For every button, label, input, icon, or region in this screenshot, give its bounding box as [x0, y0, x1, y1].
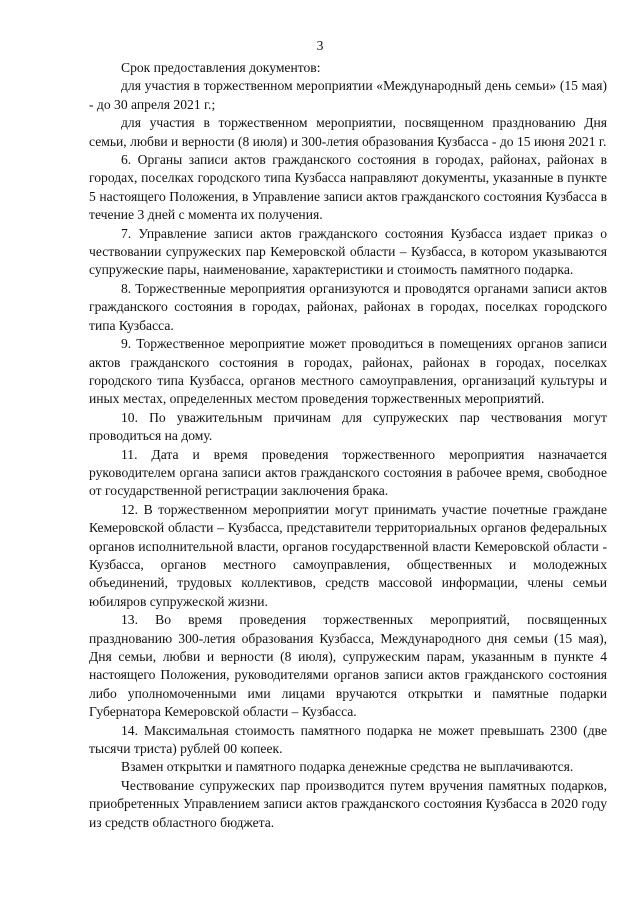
- paragraph-item-14: 14. Максимальная стоимость памятного подарка не может превышать 2300 (две тысячи триста) рублей 00 копеек.: [89, 722, 607, 757]
- paragraph-item-12: 12. В торжественном мероприятии могут принимать участие почетные граждане Кемеровской области – Кузбасса, представители территориальных органов федеральных органов исполнительной власти, органов государственной власти Кемеровской области - Кузбасса, органов местного самоуправления, общественных и молодежных объединений, трудовых коллективов, средств массовой информации, члены семьи юбиляров супружеской жизни.: [89, 501, 607, 609]
- paragraph-item-6: 6. Органы записи актов гражданского состояния в городах, районах, районах в городах, поселках городского типа Кузбасса направляют документы, указанные в пункте 5 настоящего Положения, в Управление записи актов гражданского состояния Кузбасса в течение 3 дней с момента их получения.: [89, 152, 607, 223]
- paragraph-item-7: 7. Управление записи актов гражданского состояния Кузбасса издает приказ о чествовании супружеских пар Кемеровской области – Кузбасса, в котором указываются супружеские пары, наименование, характеристики и стоимость памятного подарка.: [89, 225, 607, 278]
- paragraph-item-8: 8. Торжественные мероприятия организуются и проводятся органами записи актов гражданского состояния в городах, районах, районах в городах, поселках городского типа Кузбасса.: [89, 280, 607, 333]
- document-body: [89, 59, 607, 832]
- paragraph-item-10: 10. По уважительным причинам для супружеских пар чествования могут проводиться на дому.: [89, 409, 607, 444]
- paragraph-item-9: 9. Торжественное мероприятие может проводиться в помещениях органов записи актов гражданского состояния в городах, районах, районах в городах, поселках городского типа Кузбасса, органов местного самоуправления, организаций культуры и иных местах, определенных местом проведения торжественных мероприятий.: [89, 336, 607, 407]
- paragraph-deadline-june: для участия в торжественном мероприятии, посвященном празднованию Дня семьи, любви и верности (8 июля) и 300-летия образования Кузбасса - до 15 июня 2021 г.: [89, 115, 607, 149]
- paragraph-deadline-may: для участия в торжественном мероприятии «Международный день семьи» (15 мая) - до 30 апреля 2021 г.;: [89, 78, 607, 112]
- paragraph-no-cash: Взамен открытки и памятного подарка денежные средства не выплачиваются.: [121, 759, 574, 775]
- paragraph-deadline-heading: Срок предоставления документов:: [121, 60, 321, 75]
- page-number: 3: [316, 38, 324, 53]
- paragraph-item-13: 13. Во время проведения торжественных мероприятий, посвященных празднованию 300-летия образования Кузбасса, Международного дня семьи (15 мая), Дня семьи, любви и верности (8 июля), супружеским парам, указанным в пункте 4 настоящего Положения, руководителями органов записи актов гражданского состояния либо уполномоченными ими лицами вручаются открытки и памятные подарки Губернатора Кемеровской области – Кузбасса.: [89, 612, 607, 720]
- paragraph-gifts-funding: Чествование супружеских пар производится путем вручения памятных подарков, приобретенных Управлением записи актов гражданского состояния Кузбасса в 2020 году из средств областного бюджета.: [89, 777, 607, 830]
- paragraph-item-11: 11. Дата и время проведения торжественного мероприятия назначается руководителем органа записи актов гражданского состояния в рабочее время, свободное от государственной регистрации заключения брака.: [89, 446, 607, 499]
